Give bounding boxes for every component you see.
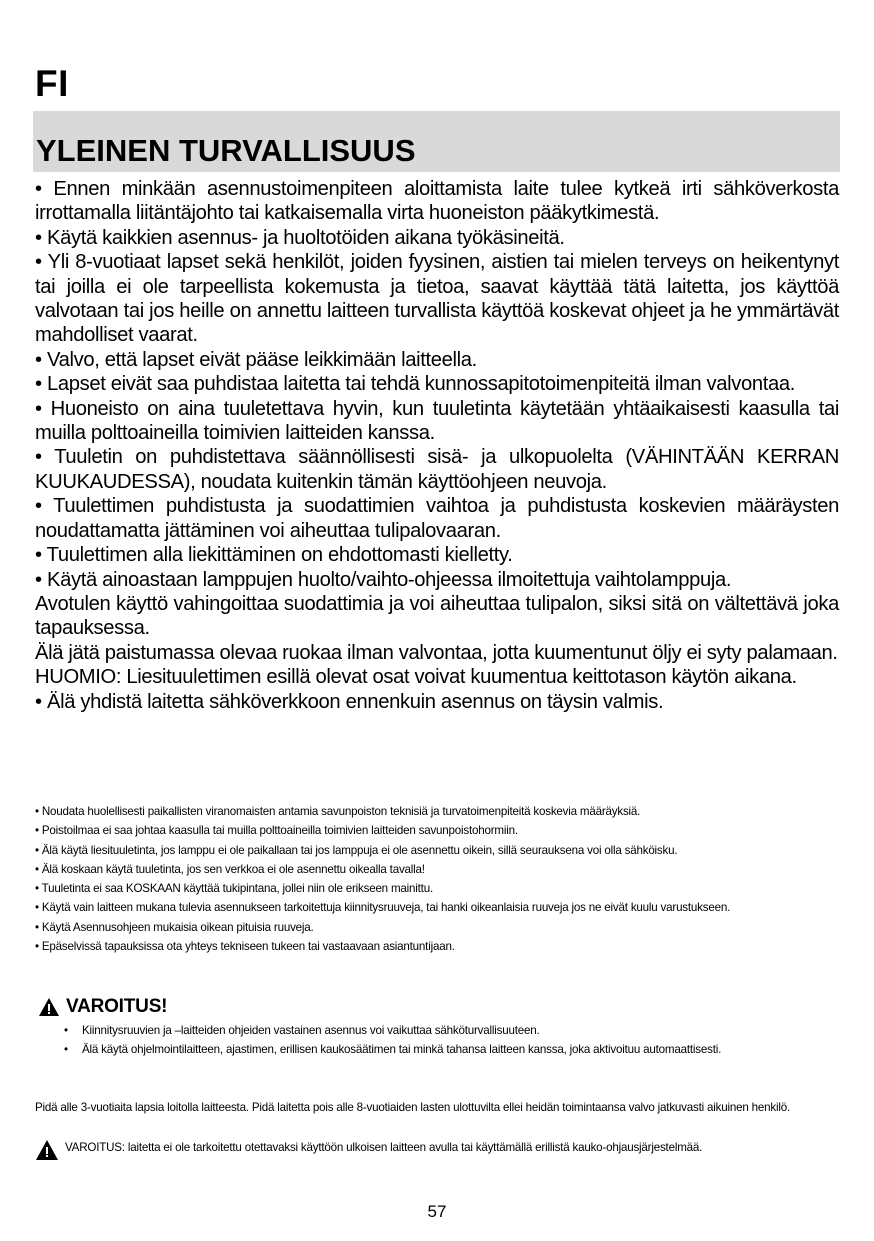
safety-item: • Tuulettimen puhdistusta ja suodattimien vaihtoa ja puhdistusta koskevien määräysten noudattamatta jättäminen voi aiheuttaa tulipalovaaran. <box>35 495 839 542</box>
safety-item: • Älä yhdistä laitetta sähköverkkoon ennenkuin asennus on täysin valmis. <box>35 690 664 713</box>
installation-note: • Älä käytä liesituuletinta, jos lamppu ei ole paikallaan tai jos lamppuja ei ole asennettu oikein, sillä seurauksena voi olla sähköisku. <box>35 843 678 857</box>
installation-notes-list <box>35 802 839 956</box>
safety-item: • Ennen minkään asennustoimenpiteen aloittamista laite tulee kytkeä irti sähköverkosta irrottamalla liitäntäjohto tai katkaisemalla virta huoneiston pääkytkimestä. <box>35 178 839 225</box>
section-title-bar <box>33 111 840 172</box>
safety-item: • Tuulettimen alla liekittäminen on ehdottomasti kielletty. <box>35 544 513 567</box>
safety-item: Älä jätä paistumassa olevaa ruokaa ilman valvontaa, jotta kuumentunut öljy ei syty palamaan. <box>35 641 838 664</box>
installation-note: • Poistoilmaa ei saa johtaa kaasulla tai muilla polttoaineilla toimivien laitteiden savunpoistohormiin. <box>35 824 518 838</box>
main-safety-list <box>35 177 839 714</box>
warning-heading <box>38 994 167 1020</box>
installation-note: • Älä koskaan käytä tuuletinta, jos sen verkkoa ei ole asennettu oikealla tavalla! <box>35 862 425 876</box>
warning-list <box>64 1021 839 1060</box>
installation-note: • Tuuletinta ei saa KOSKAAN käyttää tukipintana, jollei niin ole erikseen mainittu. <box>35 882 433 896</box>
safety-item: • Käytä kaikkien asennus- ja huoltotöiden aikana työkäsineitä. <box>35 226 565 249</box>
language-code: FI <box>35 63 69 104</box>
bullet: • <box>64 1043 68 1057</box>
warning-item-text: Älä käytä ohjelmointilaitteen, ajastimen, erillisen kaukosäätimen tai minkä tahansa laitteen kanssa, joka aktivoituu automaattisesti. <box>82 1043 722 1057</box>
warning-label: VAROITUS! <box>66 996 168 1017</box>
page-number: 57 <box>427 1202 447 1221</box>
safety-item: HUOMIO: Liesituulettimen esillä olevat osat voivat kuumentua keittotason käytön aikana. <box>35 666 797 689</box>
warning-triangle-icon <box>38 997 60 1017</box>
safety-item: Avotulen käyttö vahingoittaa suodattimia ja voi aiheuttaa tulipalon, siksi sitä on vältettävä joka tapauksessa. <box>35 592 839 640</box>
remote-control-warning <box>35 1138 839 1157</box>
warning-item <box>64 1021 839 1040</box>
warning-triangle-icon <box>35 1139 59 1161</box>
installation-note: • Noudata huolellisesti paikallisten viranomaisten antamia savunpoiston teknisiä ja turvatoimenpiteitä koskevia määräyksiä. <box>35 805 641 818</box>
safety-item: • Käytä ainoastaan lamppujen huolto/vaihto-ohjeessa ilmoitettuja vaihtolamppuja. <box>35 568 732 591</box>
warning-item-text: Kiinnitysruuvien ja –laitteiden ohjeiden vastainen asennus voi vaikuttaa sähköturvallisuuteen. <box>82 1024 540 1037</box>
remote-control-warning-text: VAROITUS: laitetta ei ole tarkoitettu otettavaksi käyttöön ulkoisen laitteen avulla tai käyttämällä erillistä kauko-ohjausjärjestelmää. <box>65 1141 703 1154</box>
installation-note: • Epäselvissä tapauksissa ota yhteys tekniseen tukeen tai vastaavaan asiantuntijaan. <box>35 940 455 954</box>
installation-note: • Käytä vain laitteen mukana tulevia asennukseen tarkoitettuja kiinnitysruuveja, tai hanki oikeanlaisia ruuveja jos ne eivät kuulu varustukseen. <box>35 901 731 915</box>
safety-item: • Huoneisto on aina tuuletettava hyvin, kun tuuletinta käytetään yhtäaikaisesti kaasulla tai muilla polttoaineilla toimivien laitteiden kanssa. <box>35 397 839 445</box>
safety-item: • Yli 8-vuotiaat lapset sekä henkilöt, joiden fyysinen, aistien tai mielen terveys on heikentynyt tai joilla ei ole tarpeellista kokemusta ja tietoa, saavat käyttää tätä laitetta, jos käyttöä valvotaan tai jos heille on annettu laitteen turvallista käyttöä koskevat ohjeet ja he ymmärtävät mahdolliset vaarat. <box>35 251 839 347</box>
safety-item: • Valvo, että lapset eivät pääse leikkimään laitteella. <box>35 348 477 371</box>
safety-item: • Lapset eivät saa puhdistaa laitetta tai tehdä kunnossapitotoimenpiteitä ilman valvontaa. <box>35 373 796 396</box>
section-title: YLEINEN TURVALLISUUS <box>36 133 416 168</box>
warning-item <box>64 1040 839 1059</box>
child-safety-paragraph: Pidä alle 3-vuotiaita lapsia loitolla laitteesta. Pidä laitetta pois alle 8-vuotiaiden lasten ulottuvilta ellei heidän toimintaansa valvo jatkuvasti aikuinen henkilö. <box>35 1101 791 1114</box>
installation-note: • Käytä Asennusohjeen mukaisia oikean pituisia ruuveja. <box>35 920 314 934</box>
bullet: • <box>64 1024 68 1037</box>
safety-item: • Tuuletin on puhdistettava säännöllisesti sisä- ja ulkopuolelta (VÄHINTÄÄN KERRAN KUUKAUDESSA), noudata kuitenkin tämän käyttöohjeen neuvoja. <box>35 446 839 493</box>
